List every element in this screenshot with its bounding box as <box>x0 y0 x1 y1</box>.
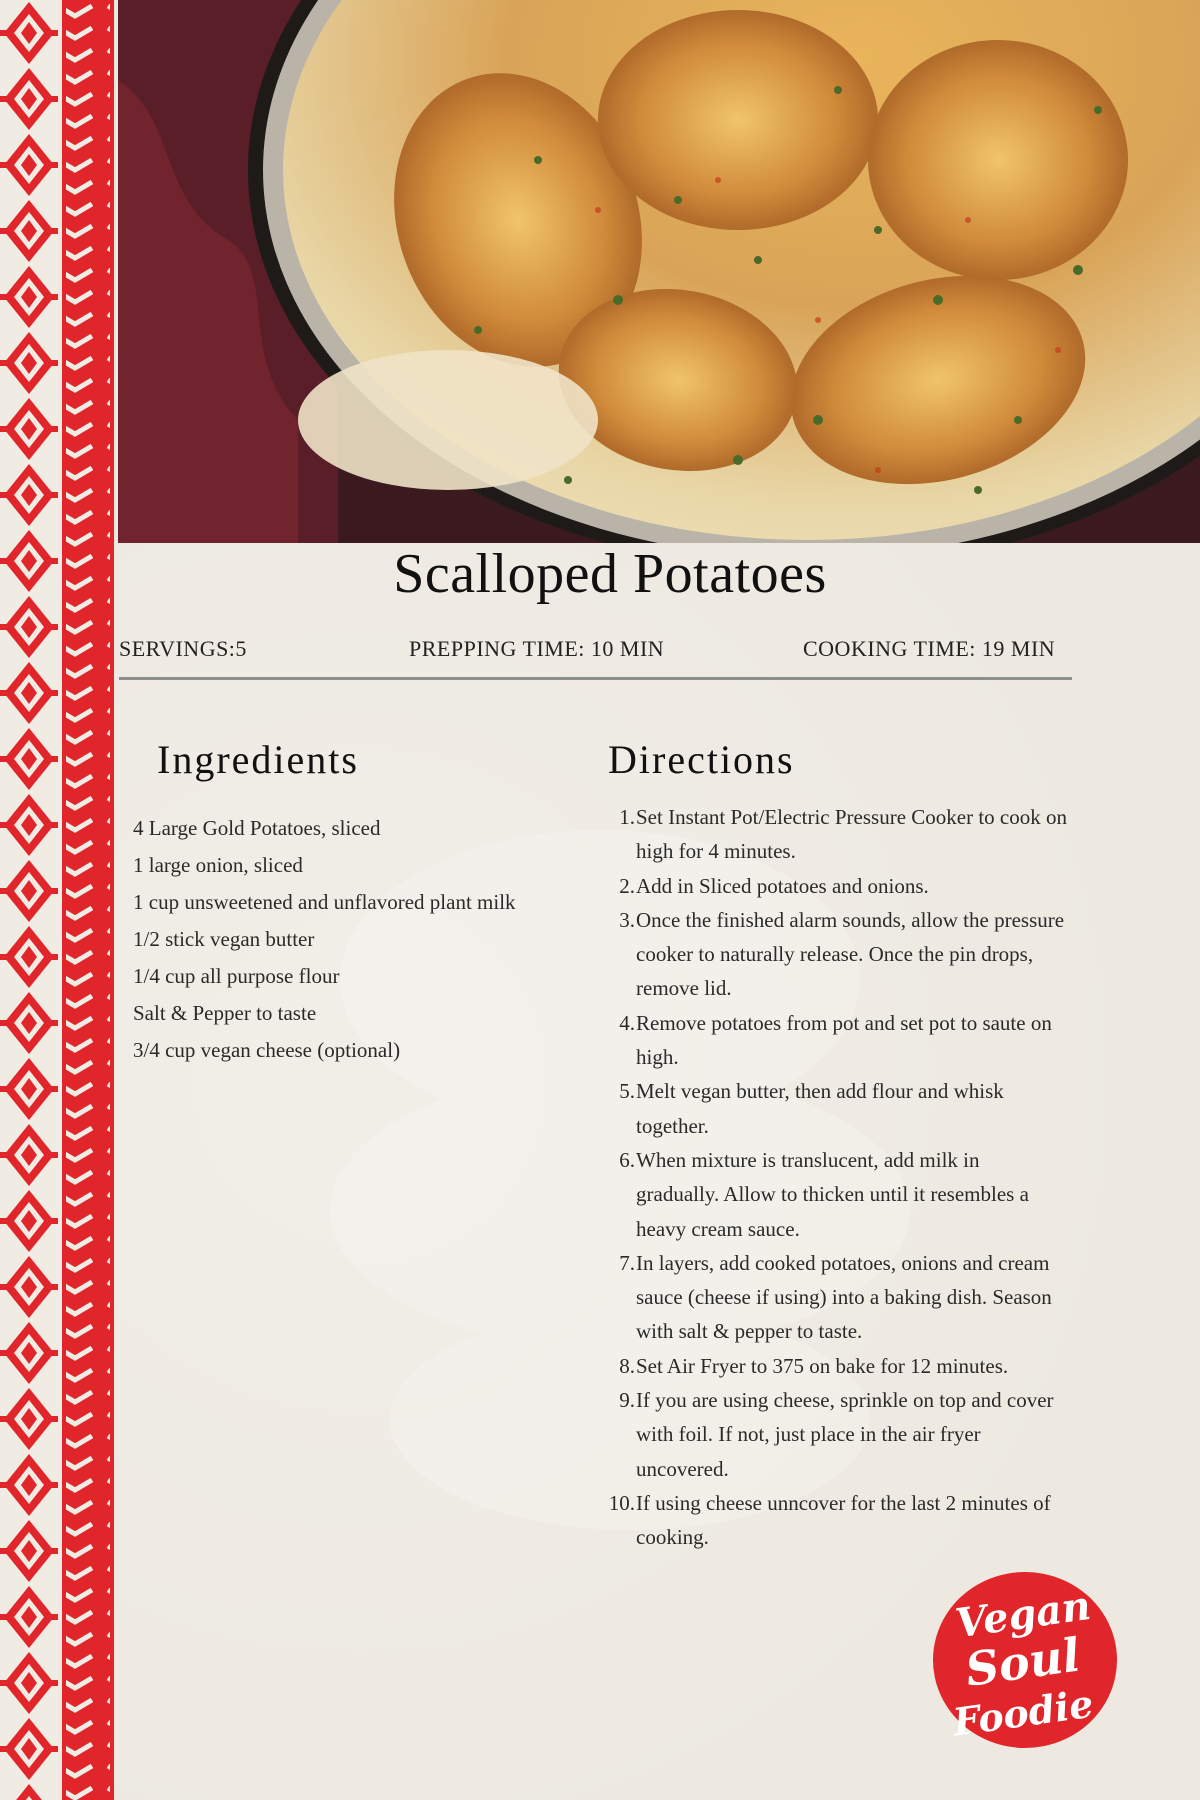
step-number: 1. <box>619 805 635 829</box>
step-number: 3. <box>619 907 635 932</box>
direction-step <box>607 1143 1167 1246</box>
step-text-line: Set Instant Pot/Electric Pressure Cooker to cook on <box>636 805 1068 829</box>
step-text-line: Add in Sliced potatoes and onions. <box>636 873 929 898</box>
direction-step <box>607 1486 1167 1555</box>
svg-text:Vegan: Vegan <box>952 1581 1094 1648</box>
ingredient-item: 1 cup unsweetened and unflavored plant milk <box>133 890 516 914</box>
step-number: 5. <box>619 1079 635 1104</box>
direction-step <box>607 1074 1167 1143</box>
cook-time-label: COOKING TIME: 19 MIN <box>803 636 1056 661</box>
ingredient-item: 1/4 cup all purpose flour <box>133 964 340 988</box>
step-text-line: high. <box>636 1045 679 1070</box>
direction-step <box>607 869 1167 903</box>
ingredient-item: Salt & Pepper to taste <box>133 1001 317 1025</box>
step-text-line: Melt vegan butter, then add flour and whisk <box>636 1079 1004 1104</box>
step-number: 4. <box>619 1010 635 1035</box>
step-text-line: When mixture is translucent, add milk in <box>636 1147 980 1172</box>
step-text-line: sauce (cheese if using) into a baking dish. Season <box>636 1285 1052 1310</box>
step-number: 9. <box>619 1388 635 1413</box>
direction-step <box>607 1246 1167 1349</box>
scalloped-potatoes-photo <box>118 0 1200 543</box>
ingredient-item: 1/2 stick vegan butter <box>133 927 315 951</box>
svg-text:Soul: Soul <box>962 1627 1084 1697</box>
step-text-line: uncovered. <box>636 1456 729 1481</box>
ingredient-item: 4 Large Gold Potatoes, sliced <box>133 816 381 840</box>
step-text-line: with foil. If not, just place in the air fryer <box>636 1422 981 1447</box>
prep-time-label: PREPPING TIME: 10 MIN <box>409 636 665 661</box>
step-text-line: gradually. Allow to thicken until it resembles a <box>636 1182 1029 1207</box>
step-text-line: Once the finished alarm sounds, allow the pressure <box>636 907 1065 932</box>
ingredient-item: 3/4 cup vegan cheese (optional) <box>133 1038 401 1062</box>
ingredient-item: 1 large onion, sliced <box>133 853 303 877</box>
divider <box>119 677 1072 680</box>
step-text-line: heavy cream sauce. <box>636 1216 800 1241</box>
step-number: 2. <box>619 873 635 898</box>
step-text-line: cooker to naturally release. Once the pin drops, <box>636 942 1034 967</box>
step-number: 10. <box>608 1490 635 1515</box>
step-number: 8. <box>619 1353 635 1378</box>
step-number: 7. <box>619 1250 635 1275</box>
step-text-line: together. <box>636 1113 709 1138</box>
step-text-line: Remove potatoes from pot and set pot to saute on <box>636 1010 1052 1035</box>
step-text-line: If you are using cheese, sprinkle on top and cover <box>636 1388 1054 1413</box>
vegan-soul-foodie-logo <box>925 1560 1125 1760</box>
step-text-line: cooking. <box>636 1525 709 1550</box>
direction-step <box>607 1349 1167 1383</box>
servings-label: SERVINGS:5 <box>119 636 247 661</box>
step-text-line: remove lid. <box>636 976 732 1001</box>
direction-step <box>607 1383 1167 1486</box>
directions-list <box>607 800 1167 1555</box>
step-text-line: with salt & pepper to taste. <box>636 1319 863 1344</box>
svg-text:Foodie: Foodie <box>950 1680 1096 1745</box>
direction-step <box>607 903 1167 1006</box>
step-number: 6. <box>619 1147 635 1172</box>
recipe-title: Scalloped Potatoes <box>393 543 827 605</box>
direction-step <box>607 800 1167 869</box>
step-text-line: In layers, add cooked potatoes, onions and cream <box>636 1250 1050 1275</box>
step-text-line: Set Air Fryer to 375 on bake for 12 minutes. <box>636 1353 1009 1378</box>
directions-heading: Directions <box>608 737 795 782</box>
ingredients-list <box>133 810 563 1069</box>
ingredients-heading: Ingredients <box>157 737 359 782</box>
decorative-border <box>0 0 120 1800</box>
step-text-line: If using cheese unncover for the last 2 minutes of <box>636 1490 1051 1515</box>
step-text-line: high for 4 minutes. <box>636 839 796 864</box>
direction-step <box>607 1006 1167 1075</box>
